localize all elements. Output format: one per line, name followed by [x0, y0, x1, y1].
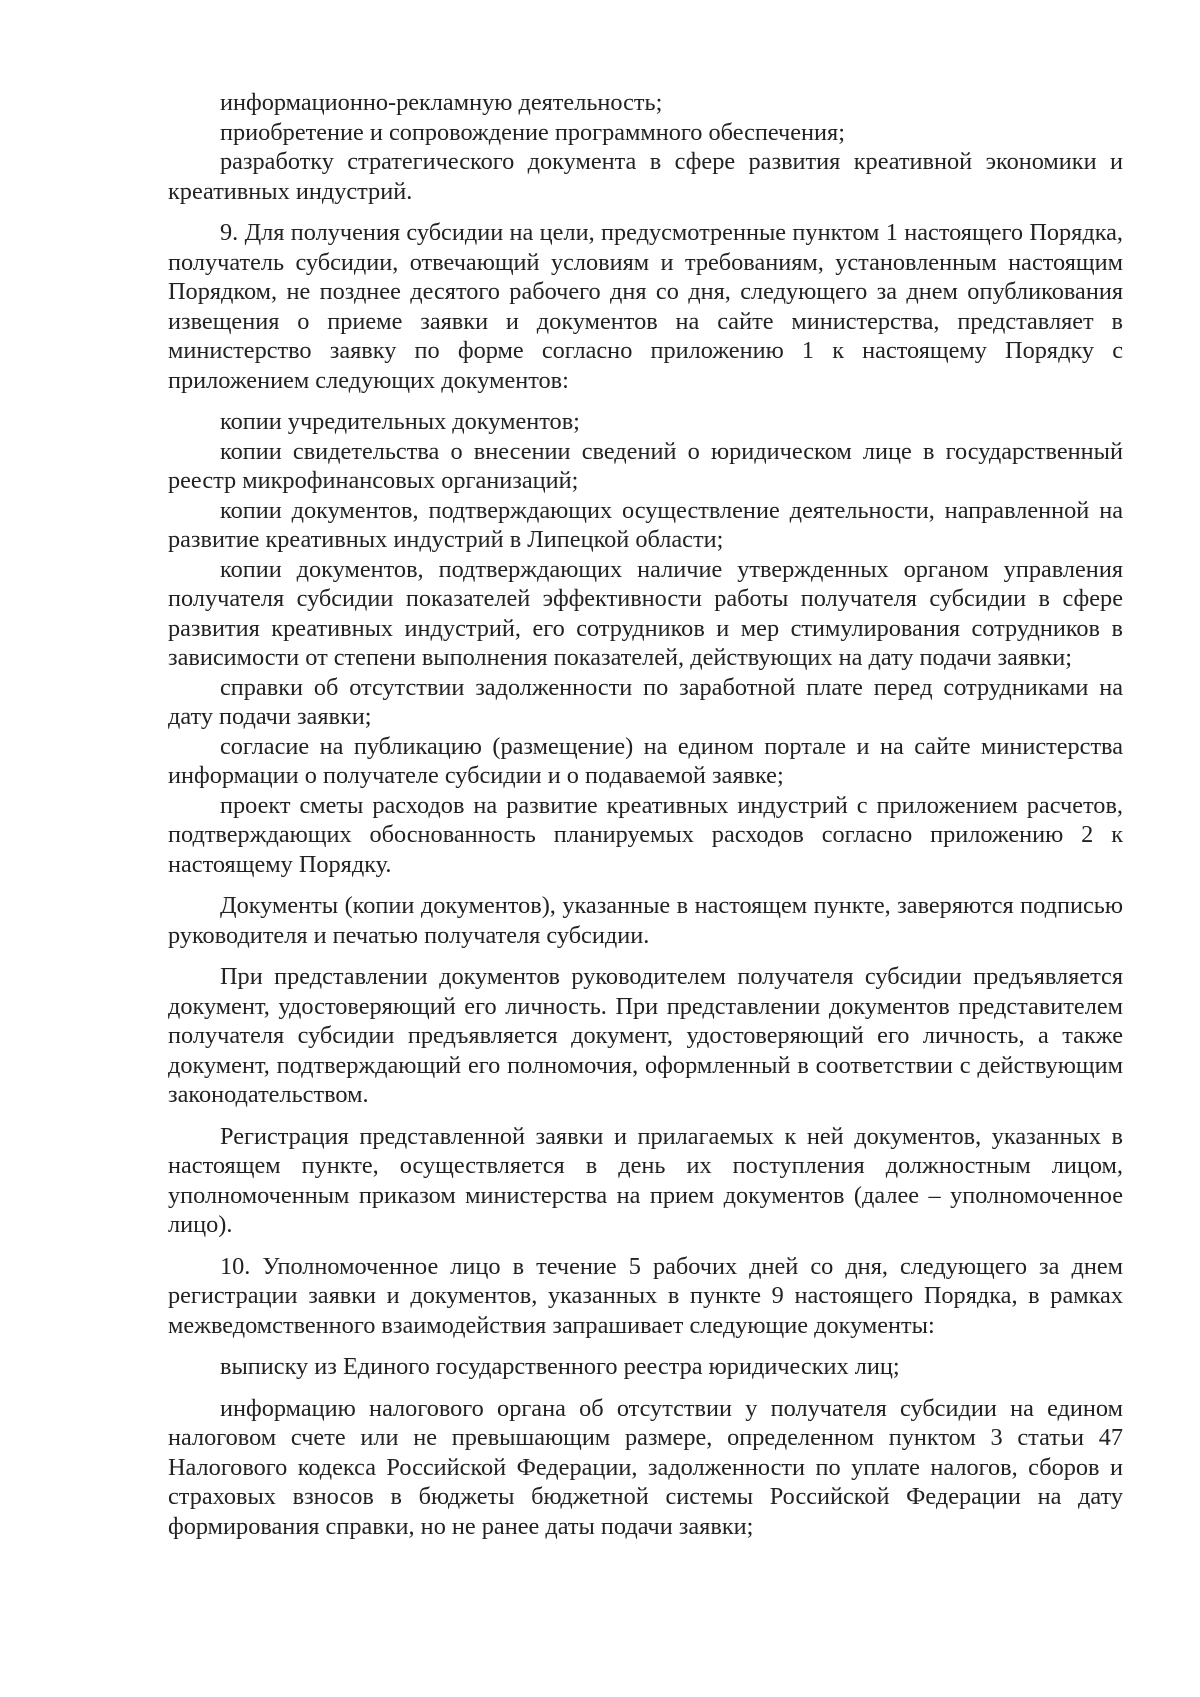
paragraph-2: приобретение и сопровождение программного обеспечения; — [220, 118, 845, 146]
paragraph-4: 9. Для получения субсидии на цели, предусмотренные пунктом 1 настоящего Порядка, получатель субсидии, отвечающий условиям и требованиям, установленным настоящим Порядком, не позднее десятого рабочего дня со дня, следующего за днем опубликования извещения о приеме заявки и документов на сайте министерства, представляет в министерство заявку по форме согласно приложению 1 к настоящему Порядку с приложением следующих документов: — [168, 219, 1123, 394]
paragraph-5: копии учредительных документов; — [220, 408, 580, 435]
paragraph-10: согласие на публикацию (размещение) на едином портале и на сайте министерства информации о получателе субсидии и о подаваемой заявке; — [168, 732, 1123, 789]
paragraph-6: копии свидетельства о внесении сведений о юридическом лице в государственный реестр микрофинансовых организаций; — [168, 437, 1123, 494]
paragraph-9: справки об отсутствии задолженности по заработной плате перед сотрудниками на дату подачи заявки; — [168, 673, 1123, 730]
paragraph-11: проект сметы расходов на развитие креативных индустрий с приложением расчетов, подтверждающих обоснованность планируемых расходов согласно приложению 2 к настоящему Порядку. — [168, 791, 1123, 878]
paragraph-8: копии документов, подтверждающих наличие утвержденных органом управления получателя субсидии показателей эффективности работы получателя субсидии в сфере развития креативных индустрий, его сотрудников и мер стимулирования сотрудников в зависимости от степени выполнения показателей, действующих на дату подачи заявки; — [168, 555, 1123, 671]
paragraph-12: Документы (копии документов), указанные в настоящем пункте, заверяются подписью руководителя и печатью получателя субсидии. — [168, 892, 1123, 949]
paragraph-17: информацию налогового органа об отсутствии у получателя субсидии на едином налоговом счете или не превышающим размере, определенном пунктом 3 статьи 47 Налогового кодекса Российской Федерации, задолженности по уплате налогов, сборов и страховых взносов в бюджеты бюджетной системы Российской Федерации на дату формирования справки, но не ранее даты подачи заявки; — [168, 1394, 1123, 1540]
paragraph-1: информационно-рекламную деятельность; — [220, 89, 663, 116]
paragraph-15: 10. Уполномоченное лицо в течение 5 рабочих дней со дня, следующего за днем регистрации заявки и документов, указанных в пункте 9 настоящего Порядка, в рамках межведомственного взаимодействия запрашивает следующие документы: — [168, 1252, 1123, 1339]
paragraph-3: разработку стратегического документа в сфере развития креативной экономики и креативных индустрий. — [168, 148, 1123, 205]
document-page — [168, 88, 1123, 1541]
paragraph-7: копии документов, подтверждающих осуществление деятельности, направленной на развитие креативных индустрий в Липецкой области; — [168, 496, 1123, 553]
paragraph-13: При представлении документов руководителем получателя субсидии предъявляется документ, удостоверяющий его личность. При представлении документов представителем получателя субсидии предъявляется документ, удостоверяющий его личность, а также документ, подтверждающий его полномочия, оформленный в соответствии с действующим законодательством. — [168, 963, 1123, 1108]
paragraph-14: Регистрация представленной заявки и прилагаемых к ней документов, указанных в настоящем пункте, осуществляется в день их поступления должностным лицом, уполномоченным приказом министерства на прием документов (далее – уполномоченное лицо). — [168, 1122, 1123, 1238]
paragraph-16: выписку из Единого государственного реестра юридических лиц; — [220, 1353, 900, 1380]
